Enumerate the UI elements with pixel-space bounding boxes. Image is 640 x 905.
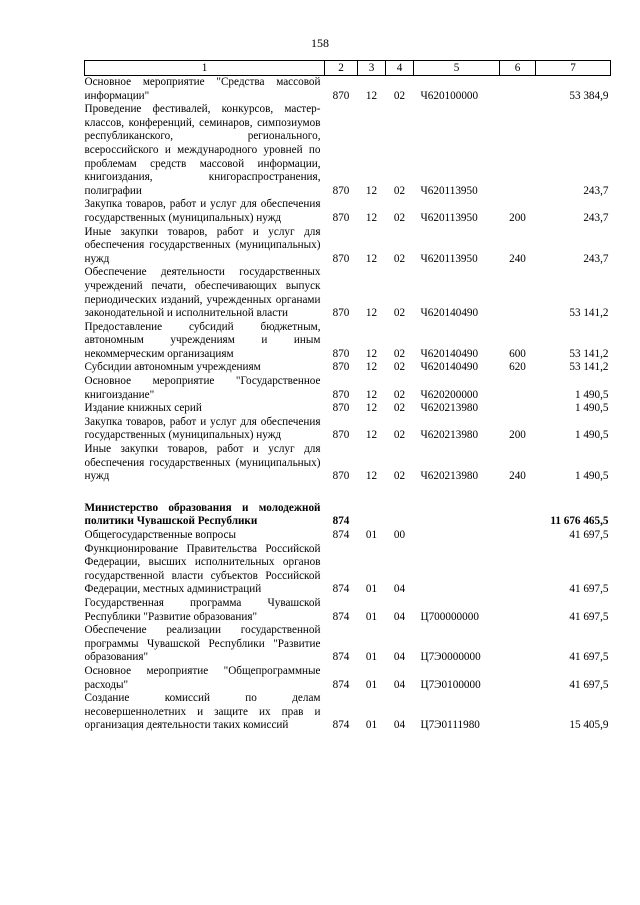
table-row [85, 103, 611, 198]
row-amount: 1 490,5 [574, 470, 609, 483]
row-name: Субсидии автономным учреждениям [84, 361, 261, 374]
row-target-article: Ч620213980 [420, 429, 479, 442]
row-subsection-code: 02 [393, 89, 406, 102]
row-expense-type [500, 543, 536, 597]
table-row [85, 692, 611, 733]
table-row [85, 416, 611, 443]
row-section-code: 12 [365, 211, 378, 224]
row-name: Министерство образования и молодежной политики Чувашской Республики [84, 501, 321, 528]
row-ministry-code: 870 [332, 361, 350, 374]
table-row [85, 665, 611, 692]
row-amount: 53 141,2 [569, 361, 609, 374]
row-ministry-code: 874 [332, 515, 350, 528]
row-ministry-code: 870 [332, 402, 350, 415]
row-amount: 53 141,2 [569, 347, 609, 360]
row-section-code: 12 [365, 184, 378, 197]
table-row [85, 624, 611, 665]
row-subsection-code: 04 [393, 678, 406, 691]
page-number: 158 [311, 36, 329, 50]
table-row [85, 226, 611, 267]
row-section-code: 01 [365, 651, 378, 664]
row-subsection-code: 04 [393, 651, 406, 664]
row-expense-type: 620 [509, 361, 526, 374]
row-section-code: 12 [365, 347, 378, 360]
row-ministry-code: 870 [332, 89, 350, 102]
row-section-code: 12 [365, 89, 378, 102]
row-expense-type: 240 [509, 470, 526, 483]
row-subsection-code: 04 [393, 583, 406, 596]
spacer-cell [85, 484, 611, 502]
row-amount: 11 676 465,5 [550, 515, 609, 528]
row-section-code: 12 [365, 388, 378, 401]
column-header-subsection: 4 [386, 61, 414, 76]
row-amount: 41 697,5 [569, 529, 609, 541]
row-expense-type: 200 [509, 211, 526, 224]
row-target-article: Ч620113950 [420, 184, 478, 197]
row-subsection-code: 02 [393, 252, 406, 265]
row-ministry-code: 870 [332, 388, 350, 401]
row-subsection-code [386, 502, 414, 529]
row-expense-type: 200 [509, 429, 526, 442]
row-amount: 1 490,5 [574, 388, 609, 401]
row-target-article: Ч620140490 [420, 307, 479, 320]
column-header-section: 3 [358, 61, 386, 76]
row-expense-type [500, 402, 536, 416]
row-target-article: Ч620140490 [420, 361, 479, 374]
row-name: Основное мероприятие "Средства массовой информации" [84, 76, 321, 102]
row-ministry-code: 870 [332, 429, 350, 442]
row-section-code: 01 [365, 529, 378, 541]
row-ministry-code: 870 [332, 184, 350, 197]
row-amount: 15 405,9 [569, 719, 609, 732]
row-expense-type [500, 692, 536, 733]
row-expense-type [500, 76, 536, 104]
row-subsection-code: 02 [393, 402, 406, 415]
column-header-name: 1 [85, 61, 325, 76]
row-section-code: 12 [365, 361, 378, 374]
row-name: Издание книжных серий [84, 402, 202, 415]
table-row [85, 266, 611, 320]
row-section-code: 12 [365, 252, 378, 265]
row-name: Функционирование Правительства Российской Федерации, высших исполнительных органов государственной власти субъектов Российской Федерации, местных администраций [84, 542, 321, 596]
row-name: Обеспечение реализации государственной программы Чувашской Республики "Развитие образования" [84, 624, 321, 664]
row-amount: 243,7 [583, 211, 609, 224]
row-subsection-code: 04 [393, 719, 406, 732]
table-row [85, 543, 611, 597]
row-target-article: Ч620200000 [420, 388, 479, 401]
table-row [85, 529, 611, 543]
row-section-code: 01 [365, 719, 378, 732]
row-expense-type [500, 502, 536, 529]
row-ministry-code: 870 [332, 470, 350, 483]
row-expense-type: 240 [509, 252, 526, 265]
column-header-amount: 7 [536, 61, 611, 76]
row-target-article: Ч620113950 [420, 211, 478, 224]
row-ministry-code: 870 [332, 252, 350, 265]
row-name: Предоставление субсидий бюджетным, автономным учреждениям и иным некоммерческим организациям [84, 320, 321, 360]
row-subsection-code: 02 [393, 388, 406, 401]
row-name: Основное мероприятие "Общепрограммные расходы" [84, 664, 321, 691]
row-name: Общегосударственные вопросы [84, 529, 237, 541]
row-amount: 53 384,9 [569, 89, 609, 102]
table-row [85, 443, 611, 484]
row-section-code: 01 [365, 610, 378, 623]
row-ministry-code: 874 [332, 678, 350, 691]
row-subsection-code: 00 [393, 529, 406, 541]
row-expense-type: 600 [509, 347, 526, 360]
row-section-code: 12 [365, 402, 378, 415]
row-target-article [414, 543, 500, 597]
row-section-code: 01 [365, 583, 378, 596]
row-amount: 1 490,5 [574, 402, 609, 415]
row-target-article: Ц7Э0000000 [420, 651, 481, 664]
row-ministry-code: 874 [332, 651, 350, 664]
header-row [85, 61, 611, 76]
row-subsection-code: 02 [393, 429, 406, 442]
row-section-code: 01 [365, 678, 378, 691]
row-amount: 41 697,5 [569, 678, 609, 691]
row-amount: 53 141,2 [569, 307, 609, 320]
row-name: Закупка товаров, работ и услуг для обеспечения государственных (муниципальных) нужд [84, 415, 321, 442]
row-target-article: Ч620213980 [420, 470, 479, 483]
row-ministry-code: 874 [332, 610, 350, 623]
row-ministry-code: 874 [332, 719, 350, 732]
row-section-code: 12 [365, 470, 378, 483]
row-section-code [358, 502, 386, 529]
row-amount: 1 490,5 [574, 429, 609, 442]
row-target-article: Ц7Э0100000 [420, 678, 481, 691]
row-target-article: Ч620100000 [420, 89, 479, 102]
table-row [85, 321, 611, 362]
row-ministry-code: 870 [332, 347, 350, 360]
table-row [85, 198, 611, 225]
row-name: Закупка товаров, работ и услуг для обеспечения государственных (муниципальных) нужд [84, 198, 321, 224]
row-name: Обеспечение деятельности государственных учреждений печати, обеспечивающих выпуск периодических изданий, учрежденных органами законодательной и исполнительной власти [84, 266, 321, 320]
row-ministry-code: 874 [332, 583, 350, 596]
row-target-article: Ч620140490 [420, 347, 479, 360]
row-section-code: 12 [365, 429, 378, 442]
row-ministry-code: 874 [332, 529, 350, 541]
table-row [85, 76, 611, 104]
row-subsection-code: 02 [393, 361, 406, 374]
row-expense-type [500, 597, 536, 624]
row-ministry-code: 870 [332, 307, 350, 320]
row-expense-type [500, 266, 536, 320]
table-row [85, 597, 611, 624]
row-amount: 41 697,5 [569, 651, 609, 664]
row-ministry-code: 870 [332, 211, 350, 224]
row-target-article: Ц7Э0111980 [420, 719, 480, 732]
table-row [85, 502, 611, 529]
spacer-row [85, 484, 611, 502]
row-subsection-code: 02 [393, 184, 406, 197]
row-name: Иные закупки товаров, работ и услуг для обеспечения государственных (муниципальных) нужд [84, 443, 321, 483]
row-section-code: 12 [365, 307, 378, 320]
row-subsection-code: 02 [393, 470, 406, 483]
row-expense-type [500, 624, 536, 665]
table-row [85, 402, 611, 416]
table-row [85, 361, 611, 375]
row-expense-type [500, 103, 536, 198]
row-amount: 243,7 [583, 184, 609, 197]
row-amount: 41 697,5 [569, 583, 609, 596]
row-name: Проведение фестивалей, конкурсов, мастер-классов, конференций, семинаров, симпозиумов республиканского, регионального, всероссийского и международного уровней по проблемам средств массовой информации, книгоиздания, книгораспространения, полиграфии [84, 103, 321, 197]
row-name: Основное мероприятие "Государственное книгоиздание" [84, 375, 321, 401]
table-body [85, 76, 611, 733]
table-header [85, 61, 611, 76]
row-target-article: Ц700000000 [420, 610, 479, 623]
row-subsection-code: 02 [393, 211, 406, 224]
row-target-article [414, 529, 500, 543]
column-header-ministry: 2 [325, 61, 358, 76]
row-name: Иные закупки товаров, работ и услуг для обеспечения государственных (муниципальных) нужд [84, 225, 321, 265]
row-subsection-code: 02 [393, 307, 406, 320]
row-target-article: Ч620213980 [420, 402, 479, 415]
row-expense-type [500, 529, 536, 543]
row-amount: 41 697,5 [569, 610, 609, 623]
row-expense-type [500, 665, 536, 692]
row-expense-type [500, 375, 536, 402]
table-row [85, 375, 611, 402]
budget-table [84, 60, 611, 733]
row-subsection-code: 04 [393, 610, 406, 623]
row-amount: 243,7 [583, 252, 609, 265]
column-header-expense-type: 6 [500, 61, 536, 76]
row-name: Государственная программа Чувашской Республики "Развитие образования" [84, 596, 321, 623]
row-target-article [414, 502, 500, 529]
row-name: Создание комиссий по делам несовершеннолетних и защите их прав и организация деятельности таких комиссий [84, 692, 321, 732]
row-target-article: Ч620113950 [420, 252, 478, 265]
column-header-target-article: 5 [414, 61, 500, 76]
row-subsection-code: 02 [393, 347, 406, 360]
